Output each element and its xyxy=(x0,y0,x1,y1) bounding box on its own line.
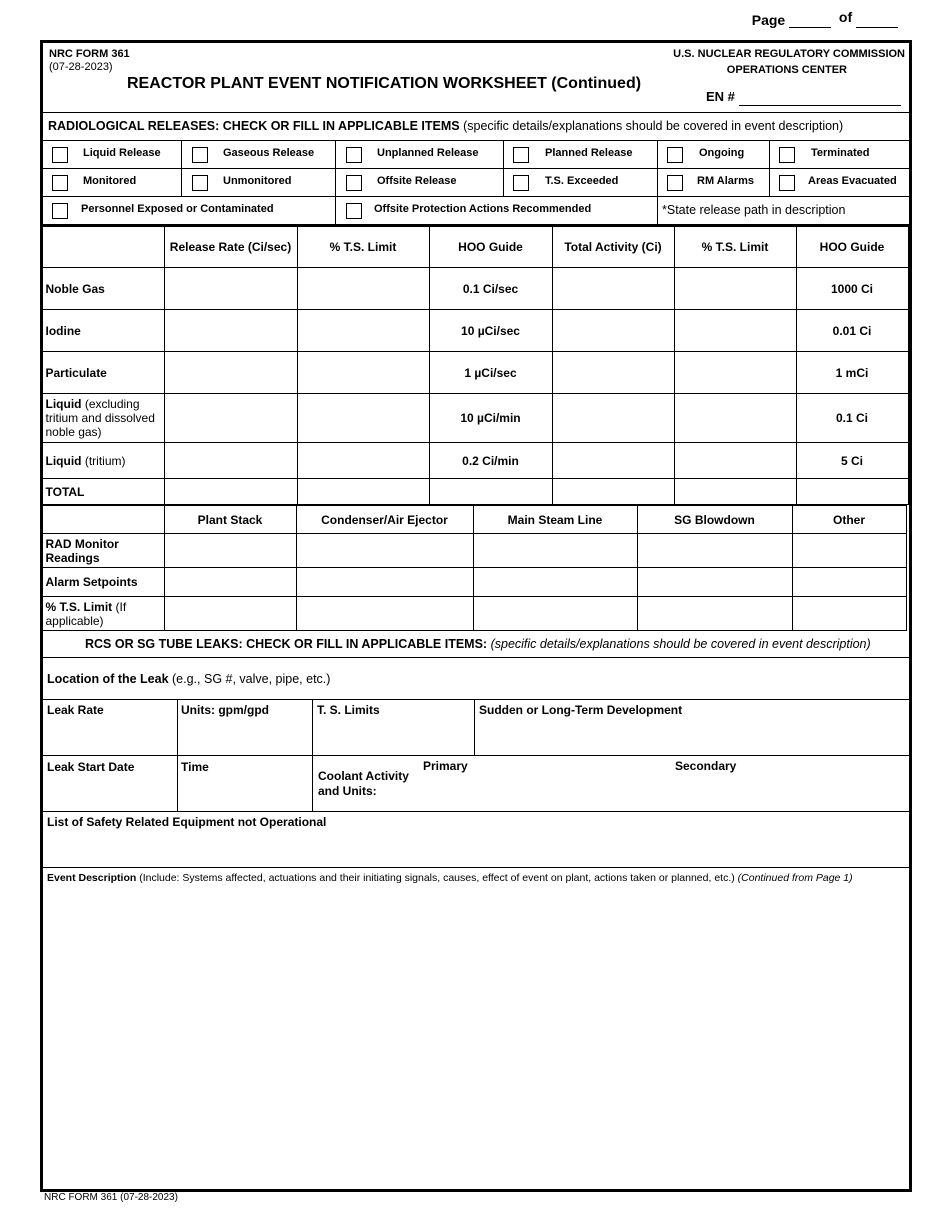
agency-name: U.S. NUCLEAR REGULATORY COMMISSION xyxy=(673,48,905,60)
hoo-total-cell: 0.01 Ci xyxy=(796,310,908,352)
rm-alarms-label: RM Alarms xyxy=(697,175,755,187)
rcs-heading-note: (specific details/explanations should be covered in event description) xyxy=(490,637,871,651)
form-date: (07-28-2023) xyxy=(49,61,113,73)
table-row xyxy=(42,310,908,352)
personnel-exposed-checkbox[interactable] xyxy=(52,203,68,219)
other-cell[interactable] xyxy=(792,534,906,568)
hoo-total-cell: 5 Ci xyxy=(796,443,908,479)
row-label: RAD Monitor Readings xyxy=(42,534,164,568)
row-label: % T.S. Limit xyxy=(45,599,113,614)
form-id: NRC FORM 361 xyxy=(49,48,130,60)
ongoing-checkbox[interactable] xyxy=(667,147,683,163)
plant-stack-cell[interactable] xyxy=(164,597,296,631)
offsite-release-checkbox[interactable] xyxy=(346,175,362,191)
form-frame xyxy=(40,40,912,1192)
table-row xyxy=(42,597,906,631)
planned-release-label: Planned Release xyxy=(545,147,633,159)
main-steam-line-cell[interactable] xyxy=(473,568,637,597)
offsite-protection-label: Offsite Protection Actions Recommended xyxy=(374,203,592,215)
table-row xyxy=(42,568,906,597)
terminated-checkbox[interactable] xyxy=(779,147,795,163)
liquid-release-label: Liquid Release xyxy=(83,147,161,159)
event-description-label: Event Description xyxy=(47,872,137,884)
primary-label: Primary xyxy=(423,759,468,773)
unplanned-release-checkbox[interactable] xyxy=(346,147,362,163)
total-activity-cell[interactable] xyxy=(552,352,674,394)
safety-equipment-label: List of Safety Related Equipment not Operational xyxy=(47,815,327,829)
hoo-rate-cell: 10 µCi/sec xyxy=(429,310,552,352)
leak-location-note: (e.g., SG #, valve, pipe, etc.) xyxy=(168,672,331,686)
row-label-note: (If applicable) xyxy=(45,599,127,628)
planned-release-checkbox[interactable] xyxy=(513,147,529,163)
row-label: TOTAL xyxy=(45,484,85,499)
main-steam-line-cell[interactable] xyxy=(473,597,637,631)
row-label: Liquid xyxy=(45,453,82,468)
sg-blowdown-cell[interactable] xyxy=(637,534,792,568)
hoo-rate-cell: 1 µCi/sec xyxy=(429,352,552,394)
rm-alarms-checkbox[interactable] xyxy=(667,175,683,191)
ts-exceeded-checkbox[interactable] xyxy=(513,175,529,191)
row-label-note: (tritium) xyxy=(81,453,126,468)
row-label-note: (excluding tritium and dissolved noble gas) xyxy=(45,397,155,439)
ts-limit-cell[interactable] xyxy=(674,268,796,310)
plant-stack-cell[interactable] xyxy=(164,568,296,597)
other-cell[interactable] xyxy=(792,597,906,631)
unmonitored-label: Unmonitored xyxy=(223,175,292,187)
areas-evacuated-label: Areas Evacuated xyxy=(808,175,897,187)
development-label: Sudden or Long-Term Development xyxy=(479,703,683,717)
row-label: Noble Gas xyxy=(45,281,105,296)
units-label: Units: gpm/gpd xyxy=(181,703,269,717)
row-label: Alarm Setpoints xyxy=(42,568,164,597)
ts-limit-total-header: % T.S. Limit xyxy=(674,227,796,268)
plant-stack-cell[interactable] xyxy=(164,534,296,568)
row-label: Particulate xyxy=(45,365,107,380)
release-rate-cell[interactable] xyxy=(164,352,297,394)
ts-limit-cell[interactable] xyxy=(297,394,429,443)
page-label: Page xyxy=(751,12,786,28)
sg-blowdown-header: SG Blowdown xyxy=(637,506,792,534)
ts-limit-cell[interactable] xyxy=(674,479,796,505)
event-description-area[interactable] xyxy=(47,891,903,1183)
condenser-header: Condenser/Air Ejector xyxy=(296,506,473,534)
page-total-field[interactable] xyxy=(856,13,898,28)
hoo-total-cell: 0.1 Ci xyxy=(796,394,908,443)
monitor-table xyxy=(42,505,907,631)
other-header: Other xyxy=(792,506,906,534)
total-activity-cell[interactable] xyxy=(552,310,674,352)
form-title: REACTOR PLANT EVENT NOTIFICATION WORKSHEET (Continued) xyxy=(127,75,642,92)
radiological-heading-bold: RADIOLOGICAL RELEASES: CHECK OR FILL IN APPLICABLE ITEMS xyxy=(48,119,460,133)
gaseous-release-checkbox[interactable] xyxy=(192,147,208,163)
leak-location-field[interactable] xyxy=(47,672,330,686)
page-number-header xyxy=(751,9,898,28)
condenser-cell[interactable] xyxy=(296,597,473,631)
release-rate-cell[interactable] xyxy=(164,268,297,310)
row-label: Iodine xyxy=(45,323,81,338)
areas-evacuated-checkbox[interactable] xyxy=(779,175,795,191)
of-label: of xyxy=(838,9,853,25)
gaseous-release-label: Gaseous Release xyxy=(223,147,315,159)
ts-limit-cell[interactable] xyxy=(674,310,796,352)
hoo-total-cell: 1 mCi xyxy=(796,352,908,394)
monitor-header-blank xyxy=(42,506,164,534)
radiological-heading xyxy=(48,119,843,133)
monitored-label: Monitored xyxy=(83,175,137,187)
hoo-total-cell xyxy=(796,479,908,505)
release-rate-cell[interactable] xyxy=(164,443,297,479)
coolant-activity-label: Coolant Activity xyxy=(318,769,409,783)
table-row xyxy=(42,352,908,394)
continued-note: (Continued from Page 1) xyxy=(734,872,853,884)
other-cell[interactable] xyxy=(792,568,906,597)
hoo-rate-cell: 0.1 Ci/sec xyxy=(429,268,552,310)
release-rate-cell[interactable] xyxy=(164,394,297,443)
hoo-rate-cell: 0.2 Ci/min xyxy=(429,443,552,479)
sg-blowdown-cell[interactable] xyxy=(637,597,792,631)
event-description-note: (Include: Systems affected, actuations and their initiating signals, causes, effect of event on plant, actions taken or planned, etc.) xyxy=(136,872,735,884)
ts-limit-cell[interactable] xyxy=(297,479,429,505)
hoo-rate-cell: 10 µCi/min xyxy=(429,394,552,443)
ts-limit-cell[interactable] xyxy=(297,268,429,310)
total-activity-cell[interactable] xyxy=(552,394,674,443)
condenser-cell[interactable] xyxy=(296,568,473,597)
leak-location-label: Location of the Leak xyxy=(47,672,169,686)
time-label: Time xyxy=(181,760,209,774)
condenser-cell[interactable] xyxy=(296,534,473,568)
ts-limit-cell[interactable] xyxy=(674,352,796,394)
rcs-heading-bold: RCS OR SG TUBE LEAKS: CHECK OR FILL IN APPLICABLE ITEMS: xyxy=(85,637,488,651)
offsite-protection-checkbox[interactable] xyxy=(346,203,362,219)
offsite-release-label: Offsite Release xyxy=(377,175,457,187)
release-rate-cell[interactable] xyxy=(164,479,297,505)
radiological-heading-note: (specific details/explanations should be covered in event description) xyxy=(463,119,844,133)
unmonitored-checkbox[interactable] xyxy=(192,175,208,191)
ts-limit-cell[interactable] xyxy=(674,443,796,479)
ts-limit-cell[interactable] xyxy=(297,310,429,352)
total-activity-cell[interactable] xyxy=(552,268,674,310)
release-table-header-row xyxy=(42,227,908,268)
release-path-note: *State release path in description xyxy=(662,203,846,217)
personnel-exposed-label: Personnel Exposed or Contaminated xyxy=(81,203,274,215)
monitored-checkbox[interactable] xyxy=(52,175,68,191)
plant-stack-header: Plant Stack xyxy=(164,506,296,534)
leak-start-date-label: Leak Start Date xyxy=(47,760,135,774)
liquid-release-checkbox[interactable] xyxy=(52,147,68,163)
terminated-label: Terminated xyxy=(811,147,870,159)
table-row xyxy=(42,394,908,443)
table-row xyxy=(42,534,906,568)
release-rate-header: Release Rate (Ci/sec) xyxy=(164,227,297,268)
ts-exceeded-label: T.S. Exceeded xyxy=(545,175,619,187)
ts-limit-cell[interactable] xyxy=(297,352,429,394)
operations-center: OPERATIONS CENTER xyxy=(726,64,847,76)
ts-limit-cell[interactable] xyxy=(297,443,429,479)
leak-rate-label: Leak Rate xyxy=(47,703,104,717)
monitor-table-header-row xyxy=(42,506,906,534)
ts-limit-rate-header: % T.S. Limit xyxy=(297,227,429,268)
ts-limits-label: T. S. Limits xyxy=(317,703,380,717)
main-steam-line-header: Main Steam Line xyxy=(473,506,637,534)
hoo-total-cell: 1000 Ci xyxy=(796,268,908,310)
page-number-field[interactable] xyxy=(789,13,831,28)
release-rate-cell[interactable] xyxy=(164,310,297,352)
hoo-guide-total-header: HOO Guide xyxy=(796,227,908,268)
total-activity-cell[interactable] xyxy=(552,443,674,479)
table-row xyxy=(42,268,908,310)
table-row xyxy=(42,479,908,505)
release-table xyxy=(42,226,909,505)
footer: NRC FORM 361 (07-28-2023) xyxy=(44,1192,178,1203)
table-row xyxy=(42,443,908,479)
unplanned-release-label: Unplanned Release xyxy=(377,147,479,159)
ts-limit-cell[interactable] xyxy=(674,394,796,443)
en-label: EN # xyxy=(706,89,735,104)
main-steam-line-cell[interactable] xyxy=(473,534,637,568)
row-label: Liquid xyxy=(45,397,82,411)
hoo-guide-rate-header: HOO Guide xyxy=(429,227,552,268)
event-description-heading xyxy=(47,872,853,884)
hoo-rate-cell xyxy=(429,479,552,505)
sg-blowdown-cell[interactable] xyxy=(637,568,792,597)
release-header-blank xyxy=(42,227,164,268)
coolant-units-label: and Units: xyxy=(318,784,377,798)
rcs-heading xyxy=(85,637,871,651)
total-activity-header: Total Activity (Ci) xyxy=(552,227,674,268)
ongoing-label: Ongoing xyxy=(699,147,745,159)
total-activity-cell[interactable] xyxy=(552,479,674,505)
en-number-field[interactable] xyxy=(739,91,901,106)
secondary-label: Secondary xyxy=(675,759,737,773)
